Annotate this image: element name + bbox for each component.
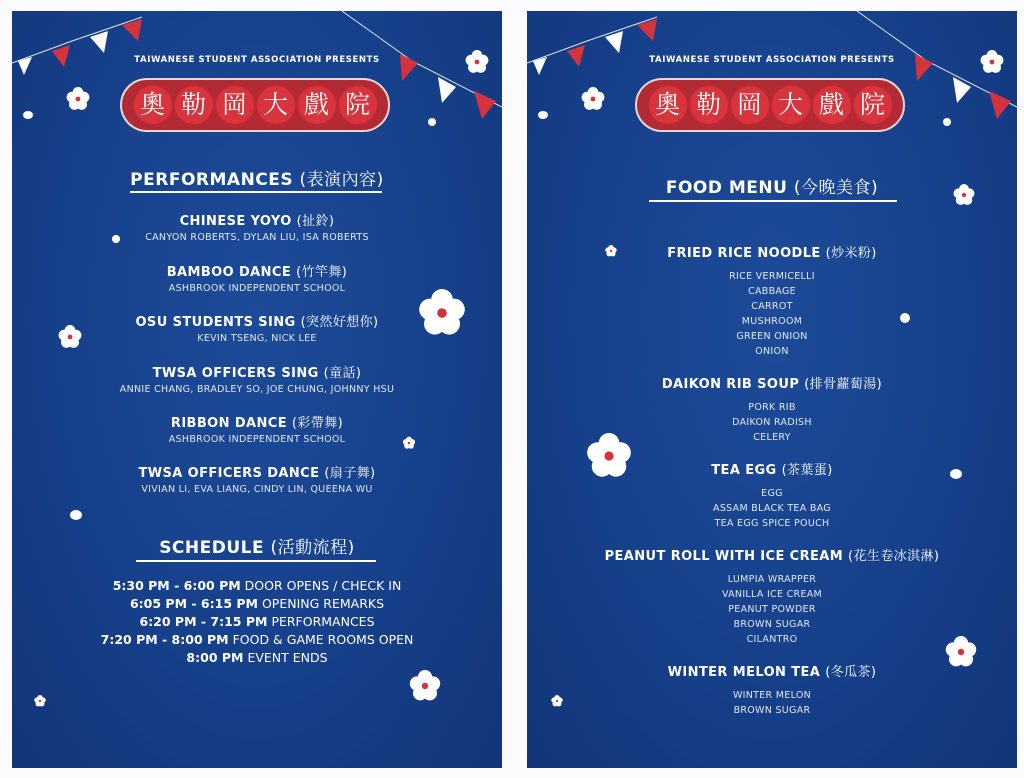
petal-icon	[538, 111, 548, 119]
ingredient: GREEN ONION	[736, 331, 808, 342]
food-item: WINTER MELON TEA (冬瓜茶) WINTER MELON BROWN SUGAR	[527, 661, 1017, 718]
ingredient: EGG	[761, 488, 783, 499]
ingredient: MUSHROOM	[741, 316, 803, 327]
ingredient: VANILLA ICE CREAM	[721, 589, 823, 600]
divider	[649, 200, 897, 202]
title-char: 岡	[730, 85, 770, 125]
ingredient: CABBAGE	[748, 286, 796, 297]
ingredient: PEANUT POWDER	[728, 604, 816, 615]
schedule-row: 6:05 PM - 6:15 PM OPENING REMARKS	[129, 596, 385, 611]
ingredient: WINTER MELON	[732, 690, 812, 701]
food-item: FRIED RICE NOODLE (炒米粉) RICE VERMICELLI CABBAGE CARROT MUSHROOM GREEN ONION ONION	[527, 242, 1017, 359]
event-title-banner	[635, 78, 905, 132]
ingredient: LUMPIA WRAPPER	[727, 574, 817, 585]
food-item: PEANUT ROLL WITH ICE CREAM (花生卷冰淇淋) LUMPIA WRAPPER VANILLA ICE CREAM PEANUT POWDER BROWN SUGAR CILANTRO	[527, 545, 1017, 647]
ingredient: CARROT	[751, 301, 793, 312]
bunting-flag-icon	[474, 91, 496, 119]
petal-icon	[428, 118, 436, 126]
event-title-banner	[120, 78, 390, 132]
bunting-flag-icon	[989, 91, 1011, 119]
plum-blossom-icon	[67, 87, 90, 110]
bunting-flag-icon	[122, 19, 142, 41]
presents-line: TAIWANESE STUDENT ASSOCIATION PRESENTS	[134, 55, 380, 65]
title-char: 院	[853, 85, 893, 125]
title-char: 勒	[174, 85, 214, 125]
schedule-row: 7:20 PM - 8:00 PM FOOD & GAME ROOMS OPEN	[100, 632, 414, 647]
bunting-flag-icon	[637, 19, 657, 41]
plum-blossom-icon	[582, 87, 605, 110]
petal-icon	[70, 510, 82, 520]
title-char: 奧	[648, 85, 688, 125]
ingredient: TEA EGG SPICE POUCH	[714, 518, 830, 529]
ingredient: CELERY	[753, 432, 791, 443]
schedule-heading: SCHEDULE (活動流程)	[159, 538, 355, 558]
performance-item: TWSA OFFICERS SING (童話) ANNIE CHANG, BRADLEY SO, JOE CHUNG, JOHNNY HSU	[119, 366, 395, 395]
title-char: 戲	[812, 85, 852, 125]
divider	[130, 191, 382, 193]
food-item: TEA EGG (茶葉蛋) EGG ASSAM BLACK TEA BAG TEA EGG SPICE POUCH	[527, 459, 1017, 531]
schedule-row: 8:00 PM EVENT ENDS	[186, 650, 328, 665]
ingredient: CILANTRO	[746, 634, 798, 645]
performance-item: CHINESE YOYO (扯鈴) CANYON ROBERTS, DYLAN LIU, ISA ROBERTS	[145, 214, 369, 243]
plum-blossom-icon	[410, 670, 440, 700]
performances-heading: PERFORMANCES (表演內容)	[130, 170, 384, 190]
food-item: DAIKON RIB SOUP (排骨蘿蔔湯) PORK RIB DAIKON RADISH CELERY	[527, 373, 1017, 445]
ingredient: DAIKON RADISH	[732, 417, 812, 428]
performance-item: BAMBOO DANCE (竹竿舞) ASHBROOK INDEPENDENT SCHOOL	[166, 265, 348, 294]
petal-icon	[943, 118, 951, 126]
title-char: 奧	[133, 85, 173, 125]
ingredient: RICE VERMICELLI	[729, 271, 815, 282]
performances-panel	[12, 11, 502, 768]
food-menu-panel	[527, 11, 1017, 768]
schedule-list	[12, 577, 502, 667]
presents-line: TAIWANESE STUDENT ASSOCIATION PRESENTS	[649, 55, 895, 65]
ingredient: ASSAM BLACK TEA BAG	[713, 503, 831, 514]
title-char: 岡	[215, 85, 255, 125]
bunting-flag-icon	[438, 77, 456, 103]
ingredient: BROWN SUGAR	[733, 705, 811, 716]
food-menu-heading: FOOD MENU (今晚美食)	[665, 178, 879, 198]
schedule-row: 5:30 PM - 6:00 PM DOOR OPENS / CHECK IN	[112, 578, 402, 593]
bunting-flag-icon	[605, 31, 623, 53]
schedule-row: 6:20 PM - 7:15 PM PERFORMANCES	[139, 614, 375, 629]
performance-item: TWSA OFFICERS DANCE (扇子舞) VIVIAN LI, EVA LIANG, CINDY LIN, QUEENA WU	[138, 466, 376, 495]
title-char: 大	[256, 85, 296, 125]
title-char: 院	[338, 85, 378, 125]
bunting-flag-icon	[90, 31, 108, 53]
title-char: 戲	[297, 85, 337, 125]
ingredient: ONION	[755, 346, 789, 357]
ingredient: BROWN SUGAR	[733, 619, 811, 630]
ingredient: PORK RIB	[748, 402, 796, 413]
petal-icon	[23, 111, 33, 119]
performance-item: OSU STUDENTS SING (突然好想你) KEVIN TSENG, NICK LEE	[135, 315, 379, 344]
divider	[136, 560, 376, 562]
performance-item: RIBBON DANCE (彩帶舞) ASHBROOK INDEPENDENT SCHOOL	[168, 416, 346, 445]
plum-blossom-icon	[34, 695, 45, 706]
title-char: 勒	[689, 85, 729, 125]
bunting-flag-icon	[953, 77, 971, 103]
title-char: 大	[771, 85, 811, 125]
